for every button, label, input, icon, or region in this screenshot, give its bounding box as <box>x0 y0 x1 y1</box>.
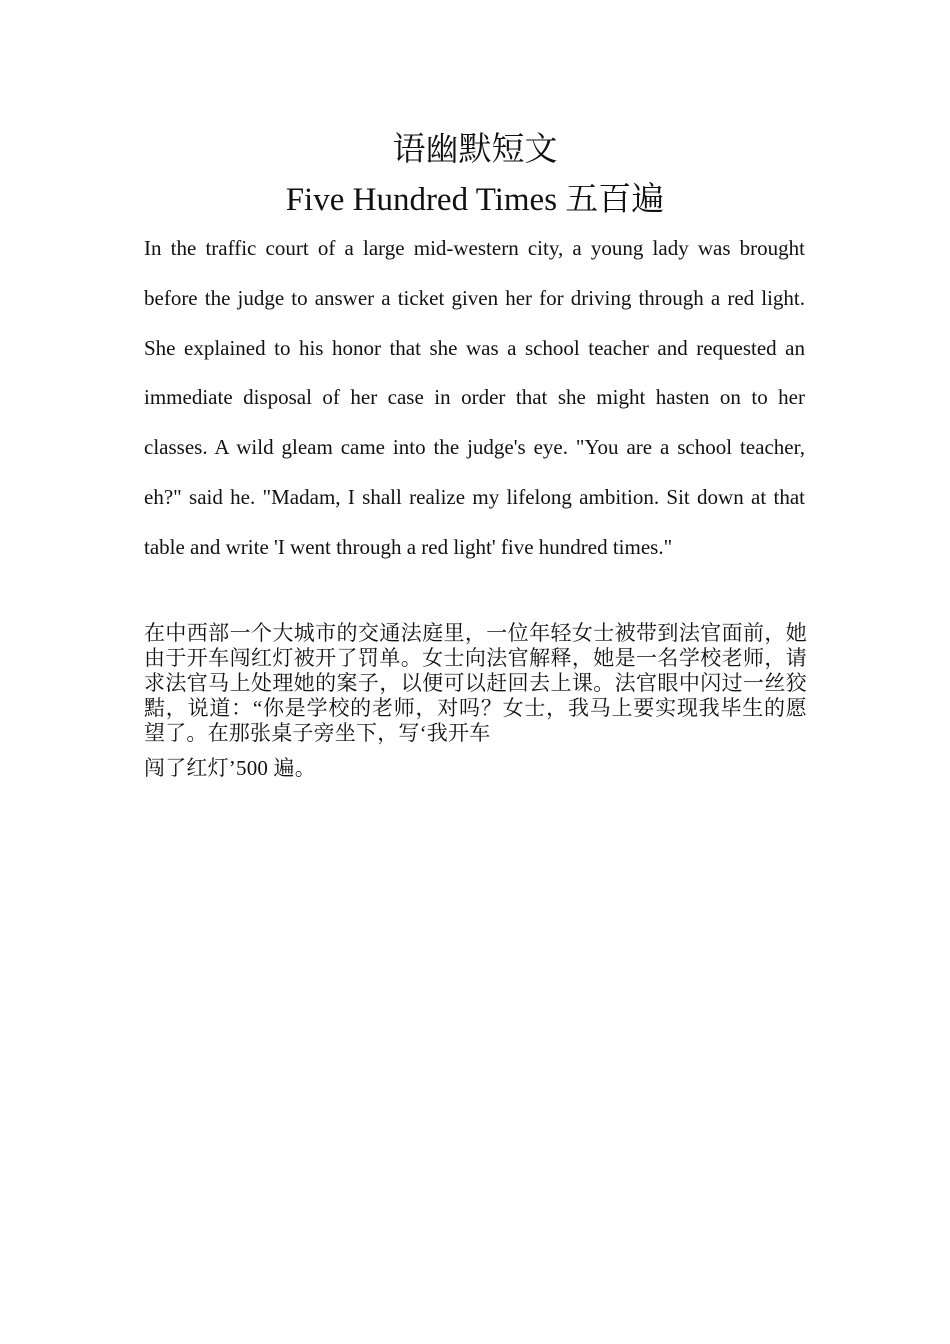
english-title: Five Hundred Times 五百遍 <box>285 182 665 218</box>
english-story-paragraph: In the traffic court of a large mid-western city, a young lady was brought before the judge to answer a ticket given her for driving through a red light. She explained to his honor that she was a school teacher and requested an immediate disposal of her case in order that she might hasten on to her classes. A wild gleam came into the judge's eye. "You are a school teacher, eh?" said he. "Madam, I shall realize my lifelong ambition. Sit down at that table and write 'I went through a red light' five hundred times." <box>144 236 805 559</box>
chinese-translation-last-line: 闯了红灯’500 遍。 <box>144 756 316 780</box>
chinese-translation-main-text: 在中西部一个大城市的交通法庭里，一位年轻女士被带到法官面前，她由于开车闯红灯被开了罚单。女士向法官解释，她是一名学校老师，请求法官马上处理她的案子，以便可以赶回去上课。法官眼中闪过一丝狡黠，说道：“你是学校的老师，对吗？女士，我马上要实现我毕生的愿望了。在那张桌子旁坐下，写‘我开车 <box>144 621 807 745</box>
chinese-title: 语幽默短文 <box>392 132 558 168</box>
chinese-translation-paragraph <box>144 621 807 781</box>
